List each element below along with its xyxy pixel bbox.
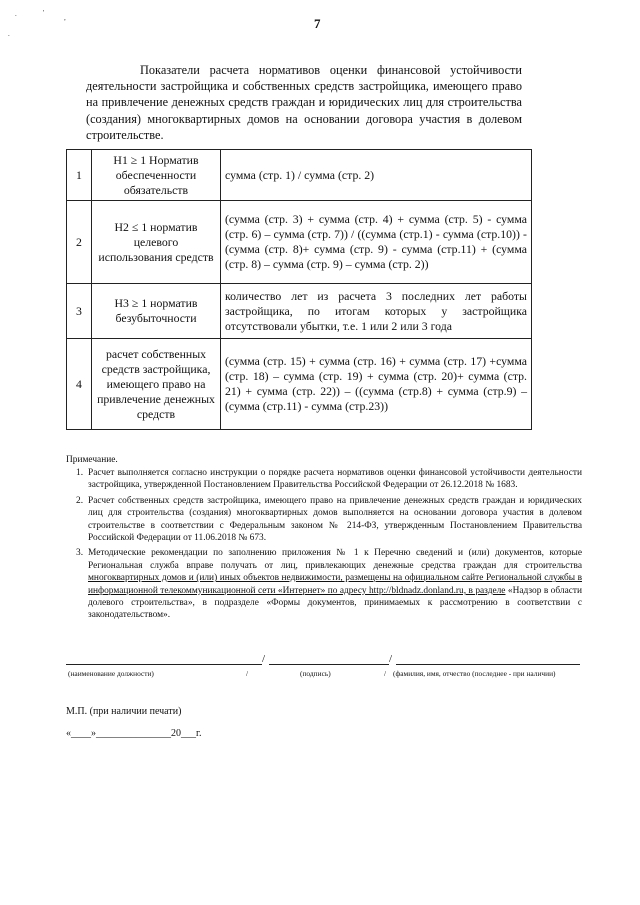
- date-field[interactable]: «____»_______________20___г.: [66, 728, 202, 739]
- table-row: [67, 284, 532, 339]
- separator-slash: /: [384, 669, 387, 678]
- row-number: 1: [67, 150, 92, 201]
- name-line[interactable]: [396, 664, 580, 665]
- signature-caption: (подпись): [300, 669, 331, 678]
- norm-name: Н1 ≥ 1 Норматив обеспеченности обязательств: [92, 150, 221, 201]
- norm-formula: сумма (стр. 1) / сумма (стр. 2): [221, 150, 532, 201]
- table-row: [67, 201, 532, 284]
- norm-formula: (сумма (стр. 3) + сумма (стр. 4) + сумма (стр. 5) - сумма (стр. 6) – сумма (стр. 7)) / ((сумма (стр.1) - сумма (стр.10)) - (сумма (стр. 8)+ сумма (стр. 9) - сумма (стр.11) + (сумма (стр. 8) – сумма (стр. 9) – сумма (стр. 2)): [221, 201, 532, 284]
- position-line[interactable]: [66, 664, 262, 665]
- signature-line[interactable]: [269, 664, 389, 665]
- list-item: [66, 547, 582, 621]
- norm-formula: (сумма (стр. 15) + сумма (стр. 16) + сумма (стр. 17) +сумма (стр. 18) – сумма (стр. 19) + сумма (стр. 20)+ сумма (стр. 21) + сумма (стр. 22)) – ((сумма (стр.8) + сумма (стр.9) – (сумма (стр.11) - сумма (стр.23)): [221, 339, 532, 430]
- scan-mark: ,: [64, 14, 66, 22]
- position-caption: (наименование должности): [68, 669, 154, 678]
- notes-list: [66, 467, 582, 625]
- note-text: Методические рекомендации по заполнению приложения № 1 к Перечню сведений и (или) документов, которые Региональная служба вправе получать от лиц, привлекающих денежные средства граждан для строительства: [88, 548, 582, 571]
- norms-table: [66, 149, 532, 430]
- note-number: 3.: [76, 548, 84, 559]
- intro-paragraph: Показатели расчета нормативов оценки финансовой устойчивости деятельности застройщика и собственных средств застройщика, имеющего право на привлечение денежных средств граждан и юридических лиц для строительства (создания) многоквартирных домов на основании договора участия в долевом строительстве.: [86, 63, 522, 142]
- separator-slash: /: [246, 669, 249, 678]
- stamp-label: М.П. (при наличии печати): [66, 706, 182, 717]
- name-caption: (фамилия, имя, отчество (последнее - при наличии): [393, 669, 556, 678]
- norm-name: расчет собственных средств застройщика, имеющего право на привлечение денежных средств: [92, 339, 221, 430]
- note-text: Расчет выполняется согласно инструкции о порядке расчета нормативов оценки финансовой устойчивости деятельности застройщика, утвержденной Постановлением Правительства Российской Федерации от 26.12.2018 № 1683.: [88, 468, 582, 491]
- norm-name: Н3 ≥ 1 норматив безубыточности: [92, 284, 221, 339]
- list-item: [66, 467, 582, 492]
- scan-mark: .: [15, 10, 17, 18]
- table-row: [67, 150, 532, 201]
- note-number: 1.: [76, 468, 84, 478]
- norm-formula: количество лет из расчета 3 последних лет работы застройщика, по итогам которых у застройщика отсутствовали убытки, т.е. 1 или 2 или 3 года: [221, 284, 532, 339]
- notes-heading: Примечание.: [66, 455, 118, 465]
- note-text-end: «Надзор в области долевого строительства», в подразделе «Формы документов, принимаемых к рассмотрению в соответствии с законодательством».: [88, 585, 582, 621]
- separator-slash: /: [262, 653, 266, 665]
- list-item: [66, 495, 582, 545]
- note-number: 2.: [76, 495, 84, 506]
- norm-name: Н2 ≤ 1 норматив целевого использования средств: [92, 201, 221, 284]
- scan-mark: .: [8, 30, 10, 38]
- row-number: 2: [67, 201, 92, 284]
- page-number: 7: [314, 16, 321, 31]
- separator-slash: /: [389, 653, 393, 665]
- note-text: Расчет собственных средств застройщика, имеющего право на привлечение денежных средств граждан и юридических лиц для строительства (создания) многоквартирных домов выполняется на основании договора участия в долевом строительстве в соответствии с Федеральным законом № 214-ФЗ, утвержденным Постановлением Правительства Российской Федерации от 11.06.2018 № 673.: [88, 495, 582, 544]
- table-row: [67, 339, 532, 430]
- row-number: 3: [67, 284, 92, 339]
- row-number: 4: [67, 339, 92, 430]
- note-link-text[interactable]: многоквартирных домов и (или) иных объектов недвижимости, размещены на официальном сайте Региональной службы в информационной телекоммуникационной сети «Интернет» по адресу http://bldnadz.donland.ru, в разделе: [88, 573, 582, 596]
- scan-mark: ': [43, 9, 45, 17]
